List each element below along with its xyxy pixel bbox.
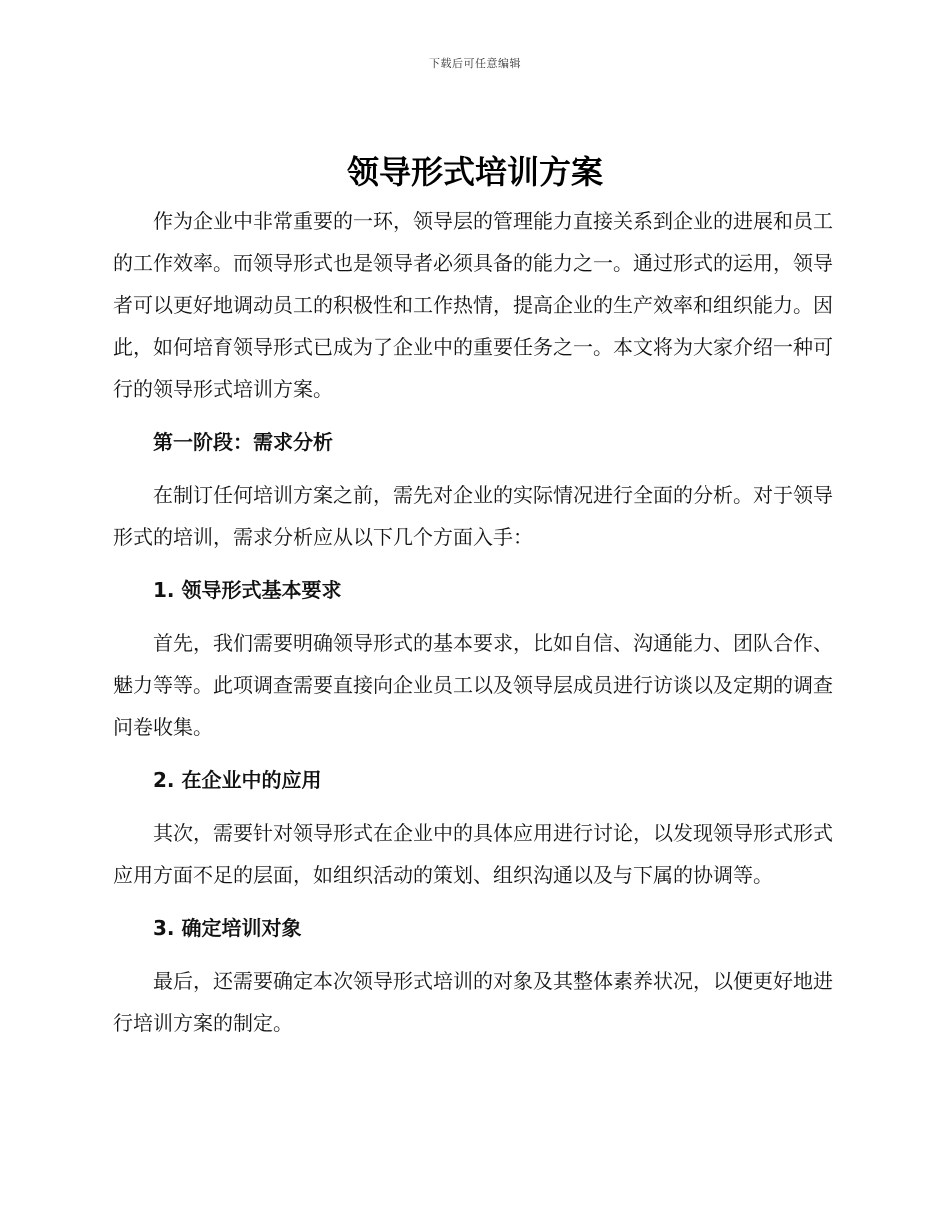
intro-paragraph: 作为企业中非常重要的一环，领导层的管理能力直接关系到企业的进展和员工的工作效率。而领导形式也是领导者必须具备的能力之一。通过形式的运用，领导者可以更好地调动员工的积极性和工作热情，提高企业的生产效率和组织能力。因此，如何培育领导形式已成为了企业中的重要任务之一。本文将为大家介绍一种可行的领导形式培训方案。 bbox=[113, 209, 833, 401]
item-heading: 2. 在企业中的应用 bbox=[153, 768, 322, 792]
header-note: 下载后可任意编辑 bbox=[429, 57, 521, 70]
item-heading: 1. 领导形式基本要求 bbox=[153, 578, 342, 602]
item-paragraph: 首先，我们需要明确领导形式的基本要求，比如自信、沟通能力、团队合作、魅力等等。此项调查需要直接向企业员工以及领导层成员进行访谈以及定期的调查问卷收集。 bbox=[113, 631, 833, 739]
item-paragraph: 最后，还需要确定本次领导形式培训的对象及其整体素养状况，以便更好地进行培训方案的制定。 bbox=[113, 969, 833, 1035]
section-heading: 第一阶段：需求分析 bbox=[153, 430, 333, 454]
item-heading: 3. 确定培训对象 bbox=[153, 916, 302, 940]
document-body bbox=[113, 200, 833, 1044]
section-paragraph: 在制订任何培训方案之前，需先对企业的实际情况进行全面的分析。对于领导形式的培训，需求分析应从以下几个方面入手： bbox=[113, 483, 833, 549]
item-paragraph: 其次，需要针对领导形式在企业中的具体应用进行讨论，以发现领导形式形式应用方面不足的层面，如组织活动的策划、组织沟通以及与下属的协调等。 bbox=[113, 821, 833, 887]
document-title: 领导形式培训方案 bbox=[346, 153, 603, 191]
